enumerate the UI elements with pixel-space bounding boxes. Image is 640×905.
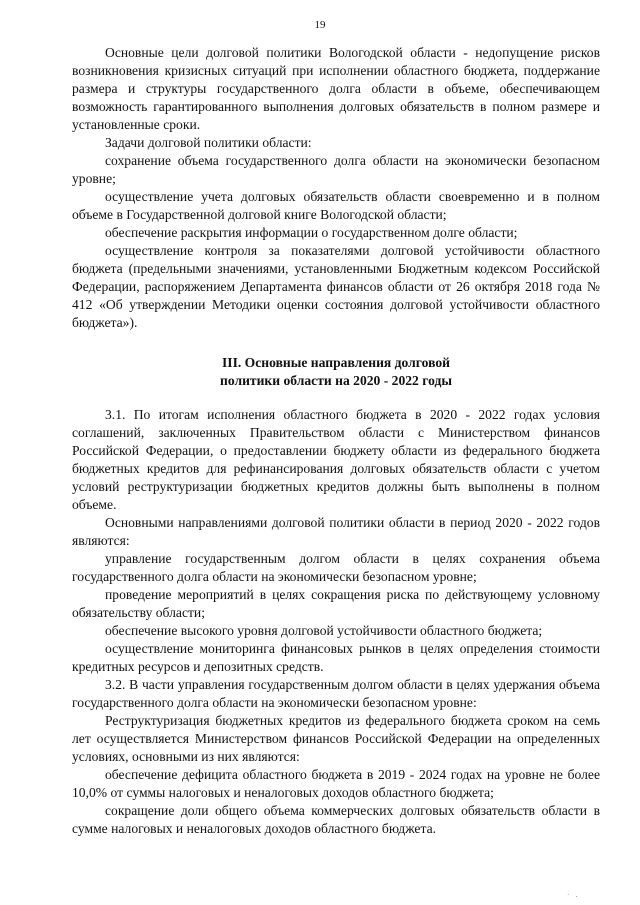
list-item: осуществление учета долговых обязательств области своевременно и в полном объеме в Государственной долговой книге Вологодской области; [72,189,600,222]
scan-artifact: ˙ · [567,893,580,901]
list-item: осуществление контроля за показателями долговой устойчивости областного бюджета (предельными значениями, установленными Бюджетным кодексом Российской Федерации, распоряжением Департамента финансов области от 26 октября 2018 года № 412 «Об утверждении Методики оценки состояния долговой устойчивости областного бюджета»). [72,243,600,330]
list-item: сокращение доли общего объема коммерческих долговых обязательств области в сумме налоговых и неналоговых доходов областного бюджета. [72,803,600,836]
list-item: обеспечение дефицита областного бюджета в 2019 - 2024 годах на уровне не более 10,0% от суммы налоговых и неналоговых доходов областного бюджета; [72,767,600,800]
page-number: 19 [314,19,326,31]
list-item: управление государственным долгом области в целях сохранения объема государственного долга области на экономически безопасном уровне; [72,551,600,584]
paragraph-main-directions: Основными направлениями долговой политики области в период 2020 - 2022 годов являются: [72,515,600,548]
paragraph-restructuring: Реструктуризация бюджетных кредитов из федерального бюджета сроком на семь лет осуществляется Министерством финансов Российской Федерации на определенных условиях, основными из них являются: [72,713,600,764]
list-item: проведение мероприятий в целях сокращения риска по действующему условному обязательству области; [72,587,600,620]
list-item: сохранение объема государственного долга области на экономически безопасном уровне; [72,153,600,186]
document-body [72,44,600,838]
list-item: осуществление мониторинга финансовых рынков в целях определения стоимости кредитных ресурсов и депозитных средств. [72,641,600,674]
section-heading [72,354,600,390]
paragraph-3-2: 3.2. В части управления государственным долгом области в целях удержания объема государственного долга области на экономически безопасном уровне: [72,677,600,710]
list-item: обеспечение высокого уровня долговой устойчивости областного бюджета; [105,623,543,638]
paragraph-tasks-intro: Задачи долговой политики области: [105,135,312,150]
section-heading-line-1: III. Основные направления долговой [222,355,450,370]
section-heading-line-2: политики области на 2020 - 2022 годы [220,373,452,388]
list-item: обеспечение раскрытия информации о государственном долге области; [105,225,518,240]
paragraph-3-1: 3.1. По итогам исполнения областного бюджета в 2020 - 2022 годах условия соглашений, заключенных Правительством области с Министерством финансов Российской Федерации, о предоставлении бюджету области из федерального бюджета бюджетных кредитов для рефинансирования долговых обязательств области с учетом условий реструктуризации бюджетных кредитов должны быть выполнены в полном объеме. [72,407,600,512]
paragraph-debt-policy-goals: Основные цели долговой политики Вологодской области - недопущение рисков возникновения кризисных ситуаций при исполнении областного бюджета, поддержание размера и структуры государственного долга области в объеме, обеспечивающем возможность гарантированного выполнения долговых обязательств в полном размере и установленные сроки. [72,45,600,132]
